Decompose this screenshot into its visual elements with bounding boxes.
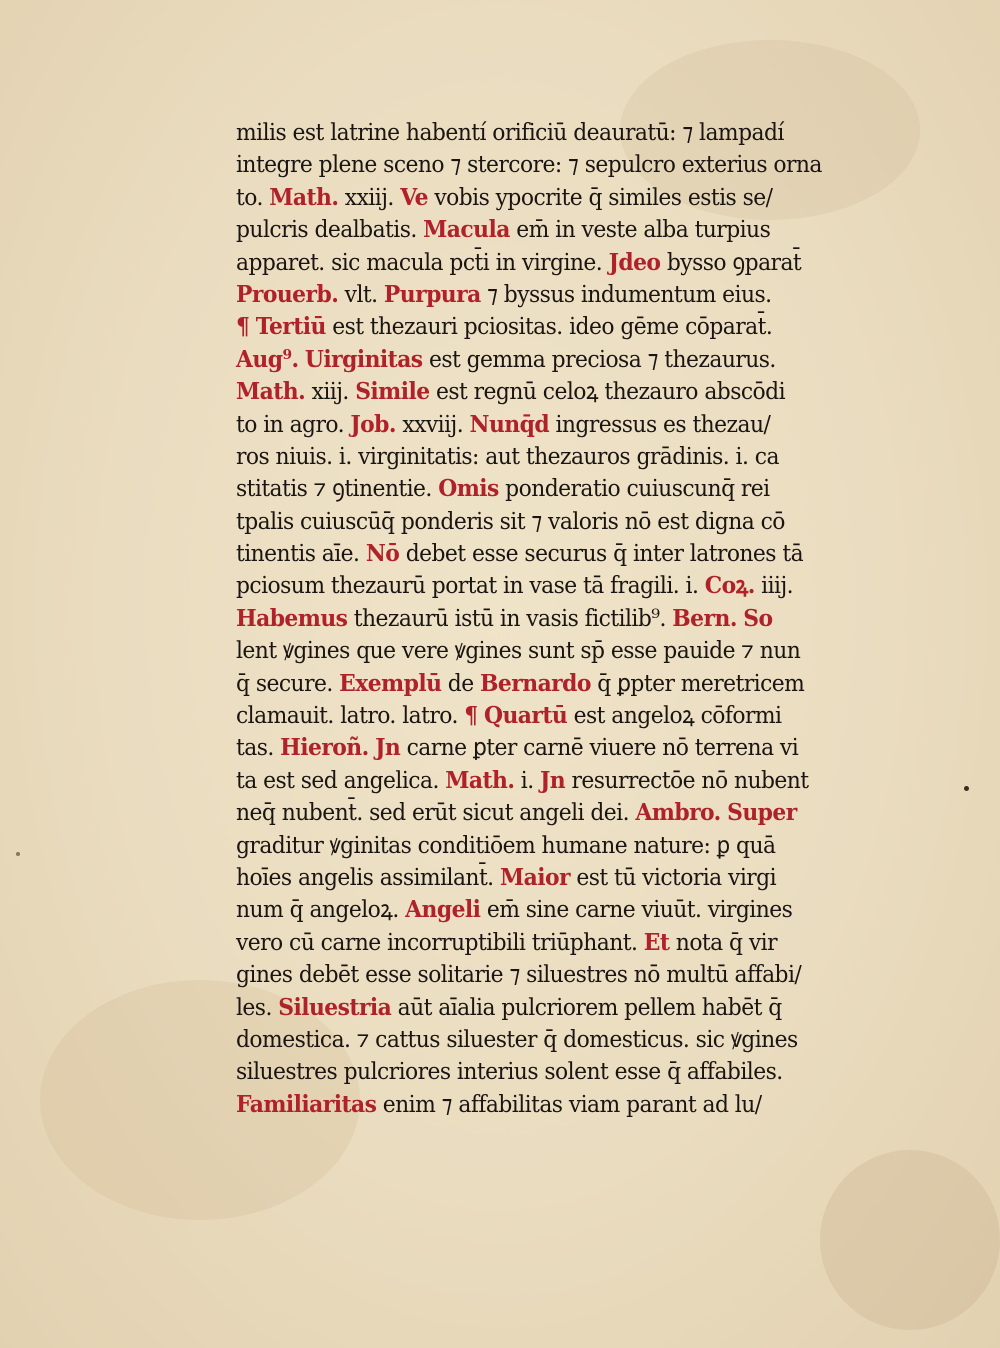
text-line: tinentis aīe. Nō debet esse securus q̄ inter latrones tā xyxy=(236,539,804,568)
text-line: vero cū carne incorruptibili triūphant. Et nota q̄ vir xyxy=(236,927,777,956)
text-line: Habemus thezaurū istū in vasis fictilib⁹. Bern. So xyxy=(236,603,773,632)
text-line: Math. xiij. Simile est regnū celoꝝ thezauro abscōdi xyxy=(236,377,786,406)
ink-speck xyxy=(16,852,20,856)
paper-stain xyxy=(820,1150,1000,1330)
text-line: to. Math. xxiij. Ve vobis ypocrite q̄ similes estis se/ xyxy=(236,182,773,211)
text-line: pulcris dealbatis. Macula em̄ in veste alba turpius xyxy=(236,215,771,244)
text-line: graditur ꝟginitas conditiōem humane nature: ꝑ quā xyxy=(236,830,776,859)
text-line: Aug⁹. Uirginitas est gemma preciosa ⁊ thezaurus. xyxy=(236,344,776,373)
text-line: apparet. sic macula pct̄i in virgine. Jdeo bysso ꝯparat̄ xyxy=(236,247,802,276)
text-line: to in agro. Job. xxviij. Nunq̄d ingressus es thezau/ xyxy=(236,409,771,438)
text-line: neq̄ nubent̄. sed erūt sicut angeli dei. Ambro. Super xyxy=(236,798,797,827)
text-line: pciosum thezaurū portat in vase tā fragili. i. Coꝝ. iiij. xyxy=(236,571,794,600)
text-column xyxy=(236,116,916,1120)
text-line: les. Siluestria aūt aīalia pulcriorem pellem habēt q̄ xyxy=(236,992,782,1021)
text-line: clamauit. latro. latro. ¶ Quartū est angeloꝝ cōformi xyxy=(236,701,782,730)
ink-speck xyxy=(964,786,969,791)
text-line: lent ꝟgines que vere ꝟgines sunt sp̄ esse pauide ⁊ nun xyxy=(236,636,801,665)
text-line: ¶ Tertiū est thezauri pciositas. ideo gēme cōparat̄. xyxy=(236,312,773,341)
text-line: gines debēt esse solitarie ⁊ siluestres nō multū affabi/ xyxy=(236,960,802,989)
text-line: milis est latrine habentí orificiū deauratū: ⁊ lampadí xyxy=(236,118,784,146)
text-line: siluestres pulcriores interius solent esse q̄ affabiles. xyxy=(236,1057,783,1086)
text-line: Familiaritas enim ⁊ affabilitas viam parant ad lu/ xyxy=(236,1089,762,1118)
text-line: ros niuis. i. virginitatis: aut thezauros grādinis. i. ca xyxy=(236,441,779,470)
text-line: tas. Hieroñ. Jn carne ꝑter carnē viuere nō terrena vi xyxy=(236,733,799,762)
text-line: ta est sed angelica. Math. i. Jn resurrectōe nō nubent xyxy=(236,765,809,794)
text-line: integre plene sceno ⁊ stercore: ⁊ sepulcro exterius orna xyxy=(236,150,822,179)
text-line: domestica. ⁊ cattus siluester q̄ domesticus. sic ꝟgines xyxy=(236,1024,798,1053)
text-line: q̄ secure. Exemplū de Bernardo q̄ ꝑpter meretricem xyxy=(236,668,805,697)
text-line: Prouerb. vlt. Purpura ⁊ byssus indumentum eius. xyxy=(236,279,772,308)
text-line: stitatis ⁊ ꝯtinentie. Omis ponderatio cuiuscunq̄ rei xyxy=(236,474,770,503)
text-line: hoīes angelis assimilant̄. Maior est tū victoria virgi xyxy=(236,862,777,891)
text-line: num q̄ angeloꝝ. Angeli em̄ sine carne viuūt. virgines xyxy=(236,895,793,924)
text-line: tpalis cuiuscūq̄ ponderis sit ⁊ valoris nō est digna cō xyxy=(236,506,785,535)
